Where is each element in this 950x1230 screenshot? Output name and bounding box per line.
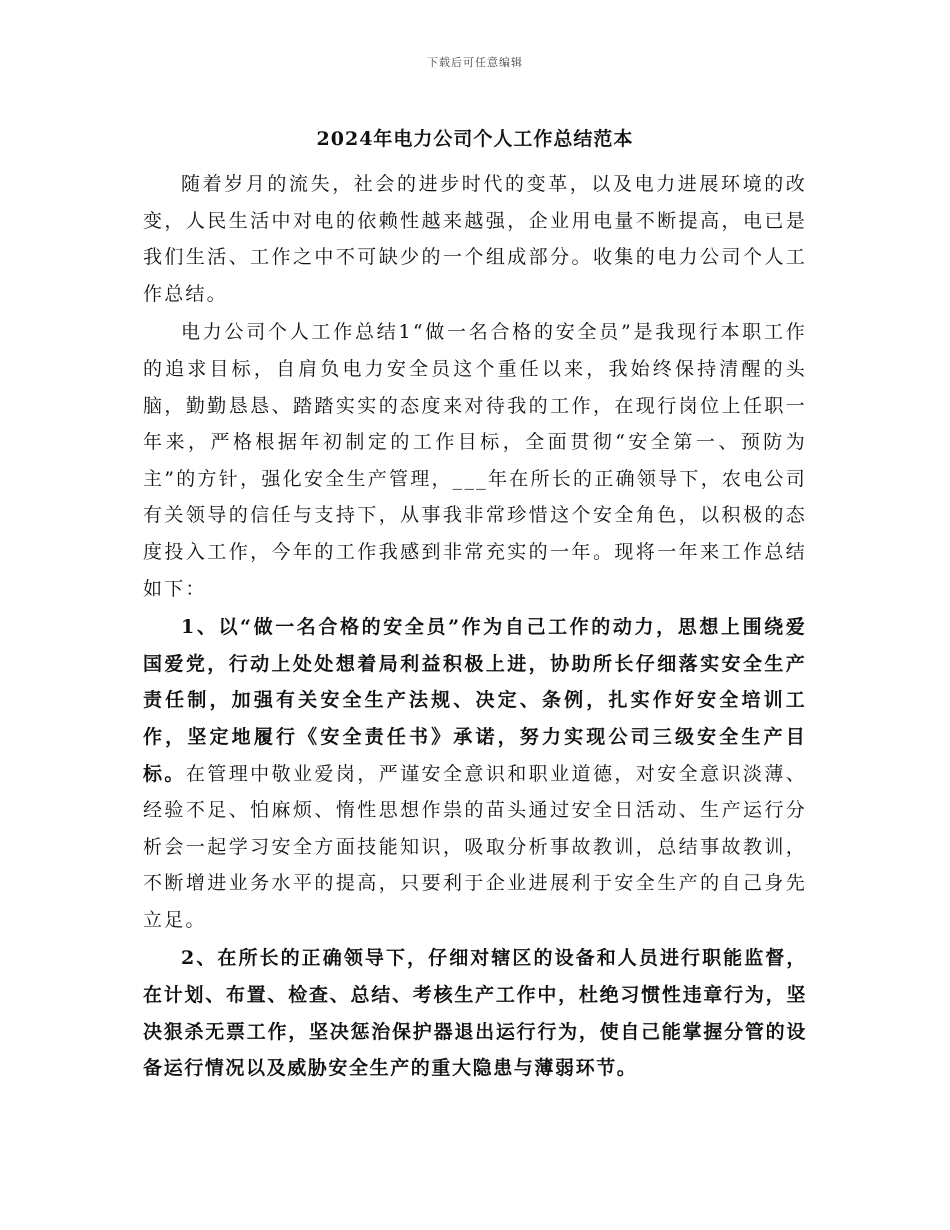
paragraph-point-2-heading: 2、在所长的正确领导下，仔细对辖区的设备和人员进行职能监督，在计划、布置、检查、总结、考核生产工作中，杜绝习惯性违章行为，坚决狠杀无票工作，坚决惩治保护器退出运行行为，使自己能掌握分管的设备运行情况以及威胁安全生产的重大隐患与薄弱环节。 [143, 947, 807, 1080]
paragraph-summary-1 [143, 314, 807, 607]
paragraph-point-2 [143, 940, 807, 1086]
paragraph-point-1-text: 在管理中敬业爱岗，严谨安全意识和职业道德，对安全意识淡薄、经验不足、怕麻烦、惰性思想作祟的苗头通过安全日活动、生产运行分析会一起学习安全方面技能知识，吸取分析事故教训，总结事故教训，不断增进业务水平的提高，只要利于企业进展利于安全生产的自己身先立足。 [143, 762, 807, 931]
header-note: 下载后可任意编辑 [427, 56, 523, 69]
paragraph-summary-1-text: 电力公司个人工作总结1“做一名合格的安全员”是我现行本职工作的追求目标，自肩负电力安全员这个重任以来，我始终保持清醒的头脑，勤勤恳恳、踏踏实实的态度来对待我的工作，在现行岗位上任职一年来，严格根据年初制定的工作目标，全面贯彻“安全第一、预防为主”的方针，强化安全生产管理，___年在所长的正确领导下，农电公司有关领导的信任与支持下，从事我非常珍惜这个安全角色，以积极的态度投入工作，今年的工作我感到非常充实的一年。现将一年来工作总结如下： [143, 321, 807, 600]
paragraph-point-1-heading: 1、以“做一名合格的安全员”作为自己工作的动力，思想上围绕爱国爱党，行动上处处想着局利益积极上进，协助所长仔细落实安全生产责任制，加强有关安全生产法规、决定、条例，扎实作好安全培训工作，坚定地履行《安全责任书》承诺，努力实现公司三级安全生产目标。 [143, 616, 807, 785]
document-body [143, 166, 807, 1089]
paragraph-intro-text: 随着岁月的流失，社会的进步时代的变革，以及电力进展环境的改变，人民生活中对电的依赖性越来越强，企业用电量不断提高，电已是我们生活、工作之中不可缺少的一个组成部分。收集的电力公司个人工作总结。 [143, 173, 807, 305]
document-title: 2024年电力公司个人工作总结范本 [316, 128, 634, 150]
paragraph-intro [143, 166, 807, 312]
paragraph-point-1 [143, 609, 807, 938]
